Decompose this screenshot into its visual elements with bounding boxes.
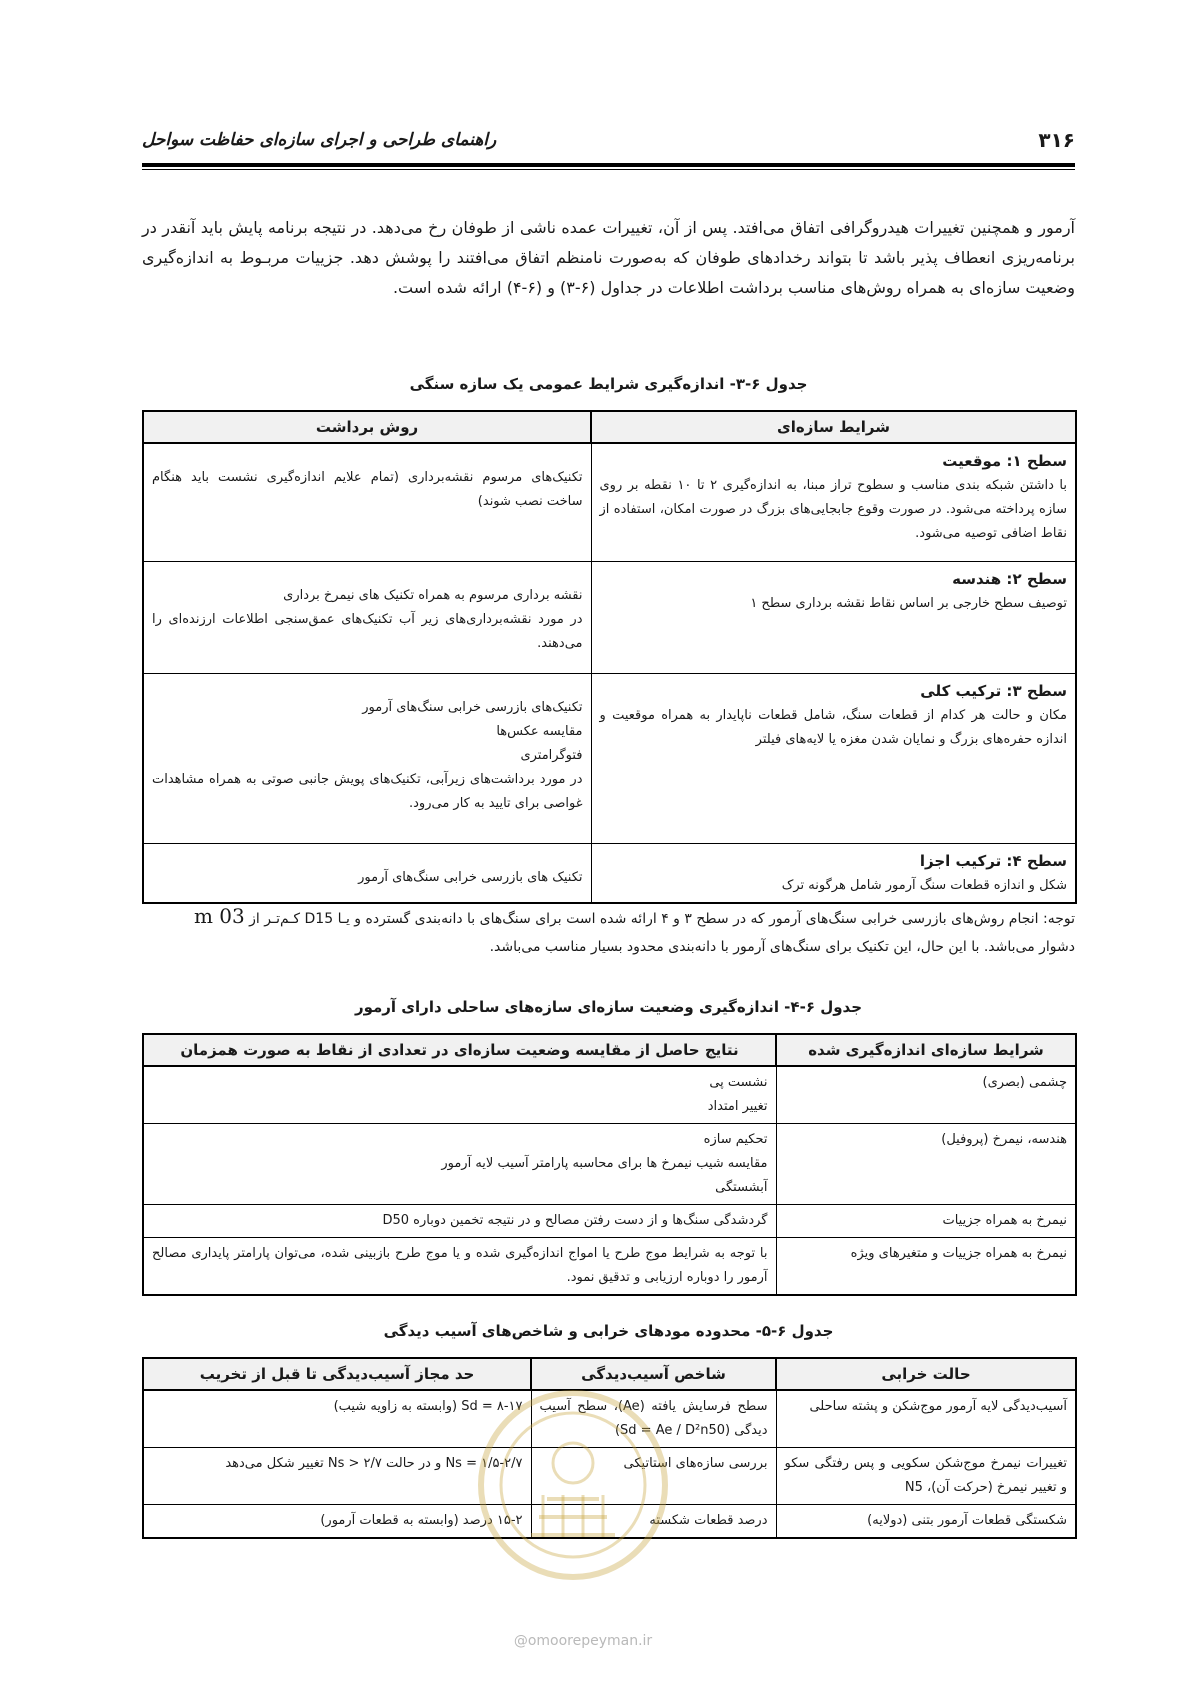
- intro-paragraph: آرمور و همچنین تغییرات هیدروگرافی اتفاق می‌افتد. پس از آن، تغییرات عمده ناشی از طوفان رخ می‌دهد. در نتیجه برنامه پایش باید آنقدر در برنامه‌ریزی انعطاف پذیر باشد تا بتواند رخدادهای طوفان که به‌صورت نامنظم اتفاق می‌افتند را پوشش دهد. جزییات مربـوط به اندازه‌گیری وضعیت سازه‌ای به همراه روش‌های مناسب برداشت اطلاعات در جداول (۶-۳) و (۶-۴) ارائه شده است.: [142, 218, 1075, 297]
- table-6-4-caption: جدول ۶-۴- اندازه‌گیری وضعیت سازه‌ای سازه‌های ساحلی دارای آرمور: [354, 998, 863, 1016]
- table-row: [143, 1124, 1076, 1205]
- table-row: [143, 443, 1076, 561]
- results-cell: [143, 1124, 776, 1205]
- table-row: [143, 843, 1076, 903]
- table-row: [143, 1066, 1076, 1124]
- condition-cell: [591, 443, 1076, 561]
- level-label: سطح ۱: موقعیت: [942, 452, 1067, 470]
- condition-cell: چشمی (بصری): [776, 1066, 1076, 1124]
- method-cell: [143, 443, 591, 561]
- level-label: سطح ۴: ترکیب اجزا: [919, 851, 1067, 870]
- table-row: [143, 673, 1076, 843]
- mode-cell: آسیب‌دیدگی لایه آرمور موج‌شکن و پشته ساحلی: [776, 1390, 1076, 1448]
- result-text: نشست پی: [709, 1075, 768, 1090]
- running-header: [142, 128, 1075, 164]
- mode-cell: شکستگی قطعات آرمور بتنی (دولایه): [776, 1505, 1076, 1539]
- table-row: [143, 561, 1076, 673]
- watermark-text: @omoorepeyman.ir: [513, 1633, 653, 1649]
- table-header-row: [143, 411, 1076, 443]
- condition-text: شکل و اندازه قطعات سنگ آرمور شامل هرگونه ترک: [781, 877, 1067, 893]
- condition-cell: هندسه، نیمرخ (پروفیل): [776, 1124, 1076, 1205]
- header-rule-thin: [142, 169, 1075, 170]
- table-header-row: [143, 1034, 1076, 1066]
- method-text: تکنیک‌های مرسوم نقشه‌برداری (تمام علایم اندازه‌گیری نشست باید هنگام ساخت نصب شوند): [152, 470, 583, 509]
- index-cell: درصد قطعات شکسته: [531, 1505, 776, 1539]
- table-6-3-caption: جدول ۶-۳- اندازه‌گیری شرایط عمومی یک سازه سنگی: [409, 375, 808, 393]
- level-label: سطح ۲: هندسه: [952, 569, 1067, 588]
- limit-cell: Ns = ۱/۵-۲/۷ و در حالت Ns > ۲/۷ تغییر شکل می‌دهد: [143, 1448, 531, 1505]
- column-header: شرایط سازه‌ای: [591, 411, 1076, 443]
- column-header: شاخص آسیب‌دیدگی: [531, 1358, 776, 1390]
- method-text: تکنیک های بازرسی خرابی سنگ‌های آرمور: [358, 869, 583, 885]
- table-row: [143, 1238, 1076, 1296]
- result-text: آبشستگی: [715, 1180, 768, 1195]
- method-cell: [143, 561, 591, 673]
- column-header: حد مجاز آسیب‌دیدگی تا قبل از تخریب: [143, 1358, 531, 1390]
- note-text: توجه: انجام روش‌های بازرسی خرابی سنگ‌های آرمور که در سطح ۳ و ۴ ارائه شده است برای سنگ‌های با دانه‌بندی گسترده و یـا D15 کـم‌تـر از: [249, 911, 1075, 927]
- column-header: روش برداشت: [143, 411, 591, 443]
- result-text: مقایسه شیب نیمرخ ها برای محاسبه پارامتر آسیب لایه آرمور: [441, 1156, 768, 1171]
- method-text: مقایسه عکس‌ها: [496, 723, 583, 739]
- table-6-3: [142, 410, 1077, 904]
- method-cell: [143, 673, 591, 843]
- table-6-4: [142, 1033, 1077, 1296]
- page-number: ۳۱۶: [1038, 128, 1075, 152]
- result-text: گردشدگی سنگ‌ها و از دست رفتن مصالح و در نتیجه تخمین دوباره D50: [382, 1213, 768, 1228]
- book-title: راهنمای طراحی و اجرای سازه‌ای حفاظت سواحل: [142, 130, 497, 150]
- result-text: تحکیم سازه: [703, 1132, 768, 1147]
- mode-cell: تغییرات نیمرخ موج‌شکن سکویی و پس رفتگی سکو و تغییر نیمرخ (حرکت آن)، N5: [776, 1448, 1076, 1505]
- results-cell: [143, 1238, 776, 1296]
- results-cell: [143, 1205, 776, 1238]
- index-cell: بررسی سازه‌های استاتیکی: [531, 1448, 776, 1505]
- table-row: [143, 1205, 1076, 1238]
- table-note: [142, 902, 1075, 961]
- column-header: نتایج حاصل از مقایسه وضعیت سازه‌ای در تعدادی از نقاط به صورت همزمان: [143, 1034, 776, 1066]
- note-line: [142, 902, 1075, 933]
- column-header: حالت خرابی: [776, 1358, 1076, 1390]
- table-header-row: [143, 1358, 1076, 1390]
- condition-cell: [591, 561, 1076, 673]
- method-text: در مورد برداشت‌های زیرآبی، تکنیک‌های پویش جانبی صوتی به همراه مشاهدات غواصی برای تایید به کار می‌رود.: [152, 771, 583, 811]
- condition-text: مکان و حالت هر کدام از قطعات سنگ، شامل قطعات ناپایدار به همراه موقعیت و اندازه حفره‌های بزرگ و نمایان شدن مغزه یا لایه‌های فیلتر: [599, 707, 1067, 747]
- note-value: 03 m: [193, 904, 245, 928]
- result-text: تغییر امتداد: [707, 1099, 768, 1114]
- header-rule: [142, 163, 1075, 167]
- method-text: نقشه برداری مرسوم به همراه تکنیک های نیمرخ برداری: [283, 587, 583, 603]
- condition-cell: نیمرخ به همراه جزییات: [776, 1205, 1076, 1238]
- method-text: تکنیک‌های بازرسی خرابی سنگ‌های آرمور: [362, 699, 583, 715]
- index-cell: سطح فرسایش یافته (Ae)، سطح آسیب دیدگی (Sd = Ae / D²n50): [531, 1390, 776, 1448]
- condition-cell: [591, 673, 1076, 843]
- results-cell: [143, 1066, 776, 1124]
- condition-cell: [591, 843, 1076, 903]
- result-text: با توجه به شرایط موج طرح یا امواج اندازه‌گیری شده و یا موج طرح بازبینی شده، می‌توان پارامتر پایداری مصالح آرمور را دوباره ارزیابی و تدقیق نمود.: [152, 1246, 768, 1285]
- column-header: شرایط سازه‌ای اندازه‌گیری شده: [776, 1034, 1076, 1066]
- table-row: [143, 1448, 1076, 1505]
- method-text: فتوگرامتری: [520, 747, 583, 763]
- method-cell: [143, 843, 591, 903]
- condition-cell: نیمرخ به همراه جزییات و متغیرهای ویژه: [776, 1238, 1076, 1296]
- table-6-5: [142, 1357, 1077, 1539]
- intro-text: [142, 213, 1075, 308]
- condition-text: توصیف سطح خارجی بر اساس نقاط نقشه برداری سطح ۱: [750, 595, 1067, 611]
- note-line: دشوار می‌باشد. با این حال، این تکنیک برای سنگ‌های آرمور با دانه‌بندی محدود بسیار مناسب می‌باشد.: [489, 939, 1075, 955]
- level-label: سطح ۳: ترکیب کلی: [920, 681, 1067, 700]
- condition-text: با داشتن شبکه بندی مناسب و سطوح تراز مبنا، به اندازه‌گیری ۲ تا ۱۰ نقطه بر روی سازه پرداخته می‌شود. در صورت وقوع جابجایی‌های بزرگ در صورت امکان، استفاده از نقاط اضافی توصیه می‌شود.: [599, 478, 1068, 541]
- method-text: در مورد نقشه‌برداری‌های زیر آب تکنیک‌های عمق‌سنجی اطلاعات ارزنده‌ای را می‌دهند.: [152, 611, 583, 651]
- table-6-5-caption: جدول ۶-۵- محدوده مودهای خرابی و شاخص‌های آسیب دیدگی: [383, 1322, 834, 1340]
- limit-cell: ۱۵-۲ درصد (وابسته به قطعات آرمور): [143, 1505, 531, 1539]
- limit-cell: Sd = ۸-۱۷ (وابسته به زاویه شیب): [143, 1390, 531, 1448]
- table-row: [143, 1390, 1076, 1448]
- table-row: [143, 1505, 1076, 1539]
